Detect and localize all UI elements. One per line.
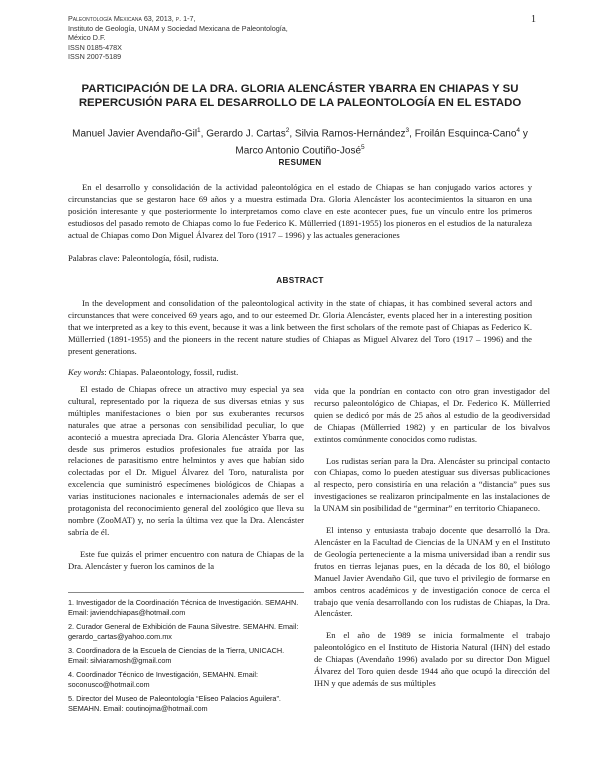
abstract-paragraph: In the development and consolidation of the paleontological activity in the state of chiapas, it has combined several actors and circunstances that were conceived 69 years ago, and to our esteemed Dr. Gloria Alencáster, events placed her in a interesting position that we interpreted as a key to this event, because it was a link between the first scholars of the remote past of Chiapas as Federico K. Müllerried (1891-1955) and the pioneers in the recent nature studies of Chiapas as Miguel Alvarez del Toro (1917 – 1996) and the present generations. (68, 298, 532, 356)
keywords-values: : Chiapas. Palaeontology, fossil, rudist. (104, 367, 239, 377)
resumen-text (68, 181, 532, 241)
journal-header (68, 14, 288, 62)
footnote-3: 3. Coordinadora de la Escuela de Ciencias de la Tierra, UNICACH. Email: silviaramosh@gmail.com (68, 646, 285, 665)
author-affiliation: 3 (405, 127, 410, 134)
page-number: 1 (531, 14, 536, 25)
body-paragraph: El estado de Chiapas ofrece un atractivo muy especial ya sea cultural, representado por la riqueza de sus diversas etnias y sus múltiples manifestaciones o bien por sus exuberantes recursos naturales que atrae a personas con sensibilidad peculiar, lo que aconteció a muestra apreciada Dra. Gloria Alencáster Ybarra que, desde sus primeros estudios profesionales fue atraída por las relaciones de parasitismo entre helmintos y aves que habían sido colectadas por el Dr. Miguel Álvarez del Toro, naturalista por excelencia que suministró especímenes biológicos de Chiapas a varias instituciones nacionales e internacionales además de ser el protagonista del reconocimiento general del zoológico que lleva su nombre (ZooMAT) y, no sería la última vez que la Dra. Alencáster sabría de él. (68, 384, 304, 537)
title-line-2: REPERCUSIÓN PARA EL DESARROLLO DE LA PALEONTOLOGÍA EN EL ESTADO (78, 97, 522, 109)
footnote-4: 4. Coordinador Técnico de Investigación, SEMAHN. Email: soconusco@hotmail.com (68, 670, 259, 689)
keywords-label: Key words (68, 367, 105, 377)
abstract-text (68, 297, 532, 357)
body-column-right (314, 386, 550, 700)
author-list: Manuel Javier Avendaño-Gil$^1$, Gerardo J. Cartas$^2$, Silvia Ramos-Hernández$^3$, Froilán Esquinca-Cano$^4$ y Marco Antonio Coutiño-José$^5$ (72, 127, 528, 157)
author-name: Manuel Javier Avendaño-Gil (72, 128, 198, 140)
body-paragraph: En el año de 1989 se inicia formalmente el trabajo paleontológico en el Instituto de Historia Natural (IHN) del estado de Chiapas (Avendaño 1996) avalado por su director Don Miguel Álvarez del Toro quien desde 1944 año que ocupó la dirección del IHN y que además de sus múltiples (314, 630, 550, 688)
author-name: Froilán Esquinca-Cano (414, 128, 517, 140)
author-affiliation: 4 (516, 127, 521, 134)
author-name: Marco Antonio Coutiño-José (235, 145, 361, 157)
abstract-heading: ABSTRACT (276, 276, 324, 285)
issn-online: ISSN 2007-5189 (68, 52, 122, 62)
journal-publisher: Instituto de Geología, UNAM y Sociedad Mexicana de Paleontología, (68, 23, 288, 33)
footnote-1: 1. Investigador de la Coordinación Técnica de Investigación. SEMAHN. Email: javiendchiapas@hotmail.com (68, 598, 299, 617)
footnote-5: 5. Director del Museo de Paleontología “Eliseo Palacios Aguilera”. SEMAHN. Email: coutinojma@hotmail.com (68, 694, 281, 713)
journal-city: México D.F. (68, 33, 106, 43)
resumen-keywords: Palabras clave: Paleontología, fósil, rudista. (68, 253, 219, 263)
author-affiliation: 2 (285, 127, 290, 134)
issn-print: ISSN 0185-478X (68, 42, 122, 52)
body-column-left (68, 384, 304, 583)
body-paragraph: Los rudistas serían para la Dra. Alencáster su principal contacto con Chiapas, como lo pueden atestiguar sus diversas publicaciones al respecto, pero consistiría en una relación a “distancia” pues sus investigaciones se realizaron principalmente en las instalaciones de la UNAM sin posibilidad de “germinar” en territorio Chiapaneco. (314, 455, 550, 514)
body-paragraph: vida que la pondrían en contacto con otro gran investigador del recurso paleontológico de Chiapas, el Dr. Federico K. Müllerried quien se dedicó por más de 25 años al estudio de la geodiversidad de Chiapas (Müllerried 1982) y en particular de los bivalvos extintos comúnmente conocidos como rudistas. (314, 386, 550, 444)
author-name: Gerardo J. Cartas (206, 128, 286, 140)
body-paragraph: Este fue quizás el primer encuentro con natura de Chiapas de la Dra. Alencáster y fueron los caminos de la (68, 548, 304, 571)
abstract-keywords (68, 366, 238, 378)
journal-name: Paleontología Mexicana 63, 2013, p. 1-7, (68, 14, 196, 23)
author-name: Silvia Ramos-Hernández (294, 128, 406, 140)
article-title (60, 82, 540, 110)
author-affiliation: 5 (361, 144, 365, 152)
body-paragraph: El intenso y entusiasta trabajo docente que desarrolló la Dra. Alencáster en la Facultad de Ciencias de la UNAM y en el Instituto de Geología perteneciente a la misma universidad iban a rendir sus frutos en tierras lejanas pues, en la década de los 80, el biólogo Manuel Javier Avendaño Gil, que tuvo el privilegio de formarse en ambos centros académicos y de investigación conoce de cerca el trabajo que venía desarrollando con los rudistas de Chiapas, la Dra. Alencáster. (314, 525, 550, 619)
title-line-1: PARTICIPACIÓN DE LA DRA. GLORIA ALENCÁSTER YBARRA EN CHIAPAS Y SU (81, 83, 519, 95)
footnote-2: 2. Curador General de Exhibición de Fauna Silvestre. SEMAHN. Email: gerardo_cartas@yahoo.com.mx (68, 622, 299, 641)
author-affiliation: 1 (197, 127, 201, 134)
footnote-divider (68, 592, 304, 593)
resumen-heading: RESUMEN (278, 158, 322, 167)
resumen-paragraph: En el desarrollo y consolidación de la actividad paleontológica en el estado de Chiapas se han conjugado varios actores y circunstancias que se gestaron hace 69 años y a muestra estimada Dra. Gloria Alencáster los acontecimientos la situaron en una posición interesante y que posteriormente lo interpretamos como clave en este acontecer pues, fue un vínculo entre los primeros estudiosos del pasado remoto de Chiapas como lo fue Federico K. Müllerried (1891-1955) los pioneros en el estudios de la naturaleza actual de Chiapas como Don Miguel Álvarez del Toro (1917 – 1996) y las actuales generaciones (68, 182, 532, 240)
